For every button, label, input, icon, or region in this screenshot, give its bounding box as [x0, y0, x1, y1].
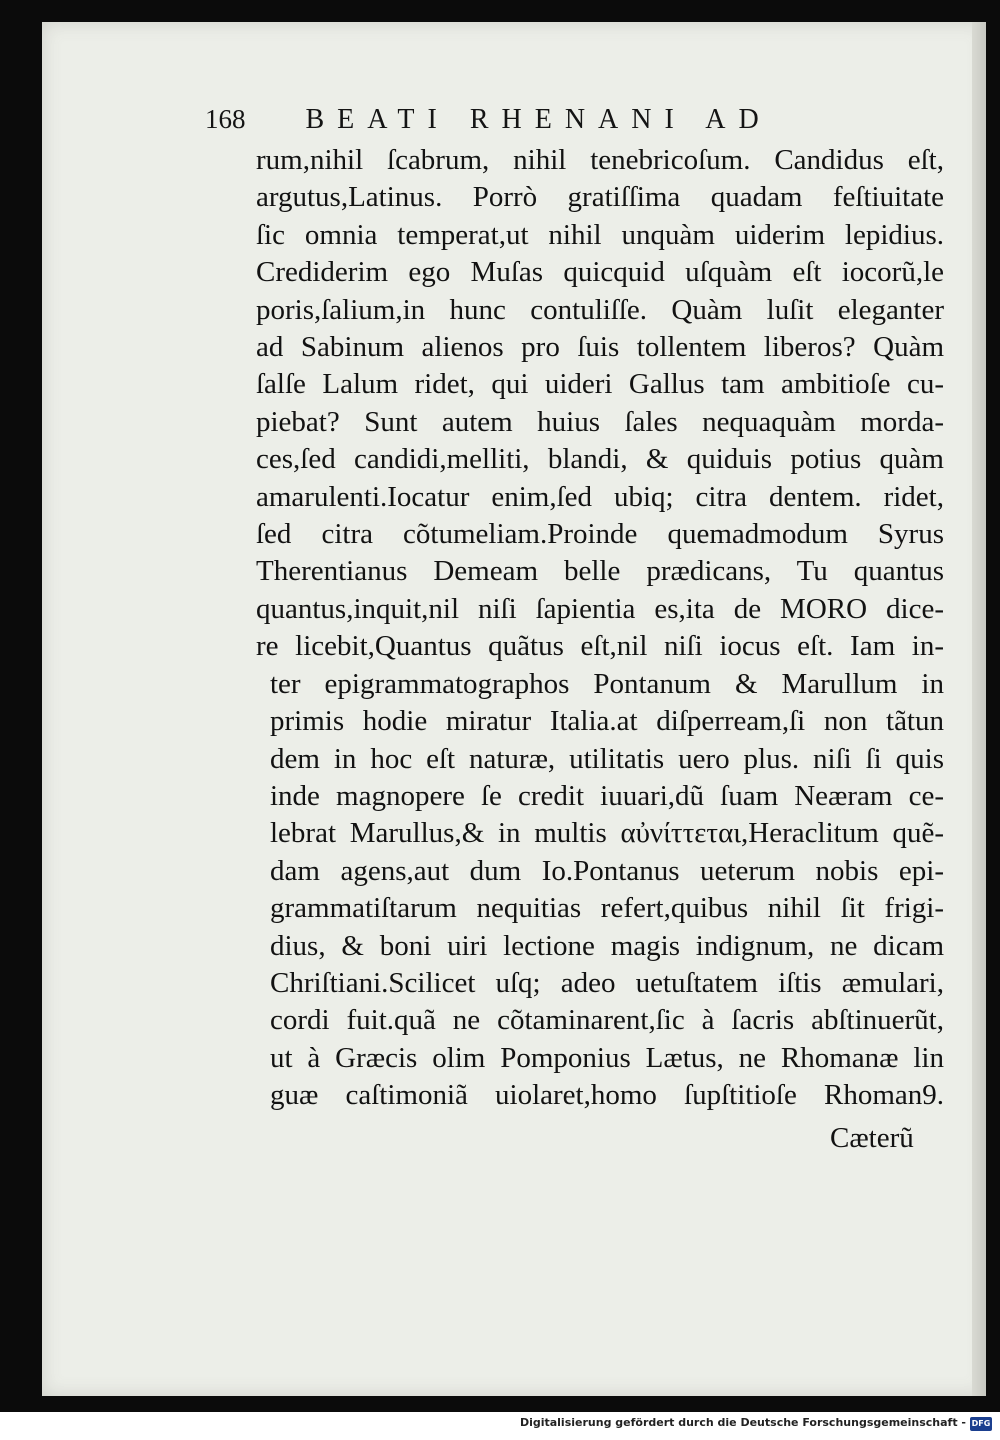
page-edge: [972, 22, 986, 1396]
text-line: ces,ſed candidi,melliti, blandi, & quiduis potius quàm: [256, 443, 944, 476]
text-line: piebat? Sunt autem huius ſales nequaquàm morda-: [256, 405, 944, 438]
text-line: ſed citra cõtumeliam.Proinde quemadmodum Syrus: [256, 518, 944, 551]
text-line: dem in hoc eſt naturæ, utilitatis uero plus. niſi ſi quis: [270, 742, 944, 775]
text-line: ſalſe Lalum ridet, qui uideri Gallus tam ambitioſe cu-: [256, 368, 944, 401]
text-line: amarulenti.Iocatur enim,ſed ubiq; citra dentem. ridet,: [256, 480, 944, 513]
text-line: inde magnopere ſe credit iuuari,dũ ſuam Neæram ce-: [270, 779, 944, 812]
text-line: dam agens,aut dum Io.Pontanus ueterum nobis epi-: [270, 854, 944, 887]
footer-bar: [0, 1412, 1000, 1440]
text-line: Crediderim ego Muſas quicquid uſquàm eſt iocorũ,le: [256, 256, 944, 289]
text-line: ut à Græcis olim Pomponius Lætus, ne Rhomanæ lin: [270, 1041, 944, 1074]
text-line: ſic omnia temperat,ut nihil unquàm uiderim lepidius.: [256, 218, 944, 251]
text-line: quantus,inquit,nil niſi ſapientia es,ita de MORO dice-: [256, 592, 944, 625]
text-line: lebrat Marullus,& in multis αὐνίττεται,Heraclitum quẽ-: [270, 817, 944, 850]
running-head: BEATI RHENANI AD: [305, 104, 772, 135]
text-line: poris,ſalium,in hunc contuliſſe. Quàm luſit eleganter: [256, 293, 944, 326]
text-line: Therentianus Demeam belle prædicans, Tu quantus: [256, 555, 944, 588]
text-line: grammatiſtarum nequitias refert,quibus nihil ſit frigi-: [270, 892, 944, 925]
body-text: [256, 142, 956, 1115]
page-header: [205, 104, 945, 144]
text-line: re licebit,Quantus quãtus eſt,nil niſi iocus eſt. Iam in-: [256, 630, 944, 663]
text-line: primis hodie miratur Italia.at diſperream,ſi non tãtun: [270, 705, 944, 738]
text-line: cordi fuit.quã ne cõtaminarent,ſic à ſacris abſtinuerũt,: [270, 1004, 944, 1037]
funding-note: Digitalisierung gefördert durch die Deutsche Forschungsgemeinschaft -: [519, 1416, 966, 1429]
catchword: Cæterũ: [830, 1122, 914, 1154]
text-line: ad Sabinum alienos pro ſuis tollentem liberos? Quàm: [256, 331, 944, 364]
text-line: ter epigrammatographos Pontanum & Marullum in: [270, 667, 944, 700]
page-number: 168: [205, 104, 246, 134]
text-line: argutus,Latinus. Porrò gratiſſima quadam feſtiuitate: [256, 181, 944, 214]
text-line: guæ caſtimoniã uiolaret,homo ſupſtitioſe Rhoman9.: [270, 1079, 944, 1112]
text-line: rum,nihil ſcabrum, nihil tenebricoſum. Candidus eſt,: [256, 144, 944, 176]
dfg-logo-icon: DFG: [970, 1417, 992, 1431]
text-line: Chriſtiani.Scilicet uſq; adeo uetuſtatem iſtis æmulari,: [270, 966, 944, 999]
text-line: dius, & boni uiri lectione magis indignum, ne dicam: [270, 929, 944, 962]
